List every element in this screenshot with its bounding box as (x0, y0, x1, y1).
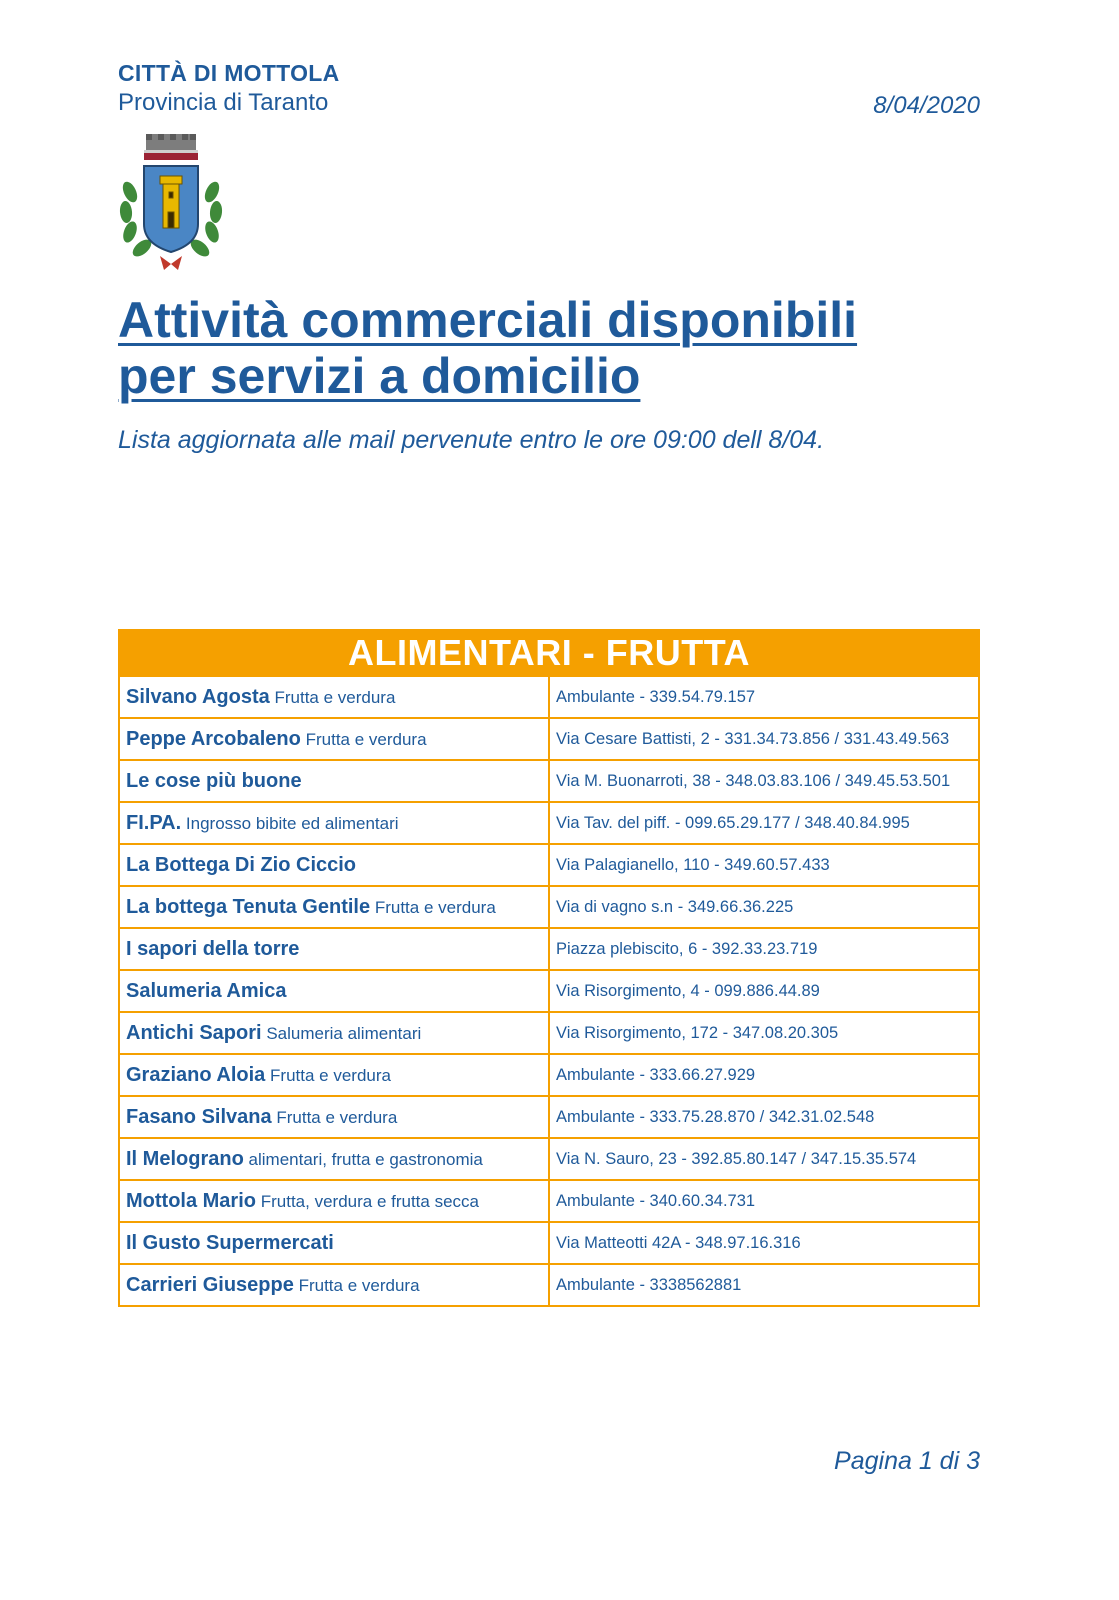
title-line-2: per servizi a domicilio (118, 348, 641, 404)
table-row (119, 718, 979, 760)
crown-icon (144, 134, 198, 160)
shop-category: Frutta, verdura e frutta secca (260, 1191, 479, 1211)
page-number: Pagina 1 di 3 (834, 1447, 980, 1475)
shop-category: Frutta e verdura (298, 1275, 420, 1295)
shop-cell (119, 1096, 549, 1138)
shop-contact: Ambulante - 339.54.79.157 (549, 676, 979, 718)
shop-contact: Via di vagno s.n - 349.66.36.225 (549, 886, 979, 928)
table-heading: ALIMENTARI - FRUTTA (119, 630, 979, 676)
table-row (119, 928, 979, 970)
table-row (119, 886, 979, 928)
shop-category: Salumeria alimentari (266, 1023, 422, 1043)
shop-name: Mottola Mario (126, 1189, 256, 1212)
shop-contact: Via Risorgimento, 4 - 099.886.44.89 (549, 970, 979, 1012)
shop-cell (119, 802, 549, 844)
table-row (119, 802, 979, 844)
shop-category: Ingrosso bibite ed alimentari (185, 813, 399, 833)
shop-contact: Via Cesare Battisti, 2 - 331.34.73.856 / 331.43.49.563 (549, 718, 979, 760)
shop-cell (119, 970, 549, 1012)
shop-category: Frutta e verdura (276, 1107, 398, 1127)
shop-name: Fasano Silvana (126, 1105, 272, 1128)
shop-cell (119, 1138, 549, 1180)
shop-name: La Bottega Di Zio Ciccio (126, 853, 357, 876)
shop-contact: Ambulante - 333.75.28.870 / 342.31.02.548 (549, 1096, 979, 1138)
shop-contact: Via Risorgimento, 172 - 347.08.20.305 (549, 1012, 979, 1054)
shop-cell (119, 1012, 549, 1054)
shop-name: Le cose più buone (126, 769, 302, 792)
table-row (119, 1054, 979, 1096)
shop-contact: Ambulante - 340.60.34.731 (549, 1180, 979, 1222)
shop-category: Frutta e verdura (374, 897, 496, 917)
table-row (119, 1264, 979, 1306)
shop-cell (119, 760, 549, 802)
table-row (119, 760, 979, 802)
shop-cell (119, 1264, 549, 1306)
shop-contact: Ambulante - 333.66.27.929 (549, 1054, 979, 1096)
shop-cell (119, 1222, 549, 1264)
shop-cell (119, 886, 549, 928)
shop-name: Il Gusto Supermercati (126, 1231, 334, 1254)
shop-contact: Via Matteotti 42A - 348.97.16.316 (549, 1222, 979, 1264)
shop-category: alimentari, frutta e gastronomia (248, 1149, 483, 1169)
table-row (119, 1222, 979, 1264)
shop-contact: Via N. Sauro, 23 - 392.85.80.147 / 347.15.35.574 (549, 1138, 979, 1180)
shop-name: Il Melograno (126, 1147, 244, 1170)
table-row (119, 1012, 979, 1054)
shop-cell (119, 718, 549, 760)
shop-category: Frutta e verdura (274, 687, 396, 707)
shop-category: Frutta e verdura (305, 729, 427, 749)
shop-name: FI.PA. (126, 811, 182, 834)
table-body (119, 676, 979, 1306)
shop-cell (119, 844, 549, 886)
shop-contact: Via Tav. del piff. - 099.65.29.177 / 348.40.84.995 (549, 802, 979, 844)
shop-name: La bottega Tenuta Gentile (126, 895, 371, 918)
city-name: CITTÀ DI MOTTOLA (118, 60, 340, 86)
shop-cell (119, 928, 549, 970)
title-line-1: Attività commerciali disponibili (118, 292, 858, 348)
shop-cell (119, 1180, 549, 1222)
shops-table (118, 629, 980, 1307)
table-row (119, 844, 979, 886)
coat-of-arms-icon (116, 132, 226, 274)
shop-contact: Via M. Buonarroti, 38 - 348.03.83.106 / 349.45.53.501 (549, 760, 979, 802)
shop-name: Graziano Aloia (126, 1063, 266, 1086)
province-name: Provincia di Taranto (118, 89, 329, 116)
document-date: 8/04/2020 (873, 92, 980, 119)
table-row (119, 676, 979, 718)
shop-contact: Ambulante - 3338562881 (549, 1264, 979, 1306)
shop-cell (119, 676, 549, 718)
shop-name: Salumeria Amica (126, 979, 287, 1002)
shop-category: Frutta e verdura (270, 1065, 391, 1085)
shop-name: Antichi Sapori (126, 1021, 262, 1044)
tower-icon (160, 176, 182, 228)
table-row (119, 1138, 979, 1180)
shop-name: I sapori della torre (126, 937, 300, 960)
shop-name: Carrieri Giuseppe (126, 1273, 294, 1296)
table-row (119, 970, 979, 1012)
page-title (118, 292, 857, 404)
shop-contact: Piazza plebiscito, 6 - 392.33.23.719 (549, 928, 979, 970)
shop-contact: Via Palagianello, 110 - 349.60.57.433 (549, 844, 979, 886)
shop-name: Peppe Arcobaleno (126, 727, 301, 750)
shop-name: Silvano Agosta (126, 685, 270, 708)
table-row (119, 1096, 979, 1138)
table-row (119, 1180, 979, 1222)
shop-cell (119, 1054, 549, 1096)
page-subtitle: Lista aggiornata alle mail pervenute entro le ore 09:00 dell 8/04. (118, 426, 825, 454)
